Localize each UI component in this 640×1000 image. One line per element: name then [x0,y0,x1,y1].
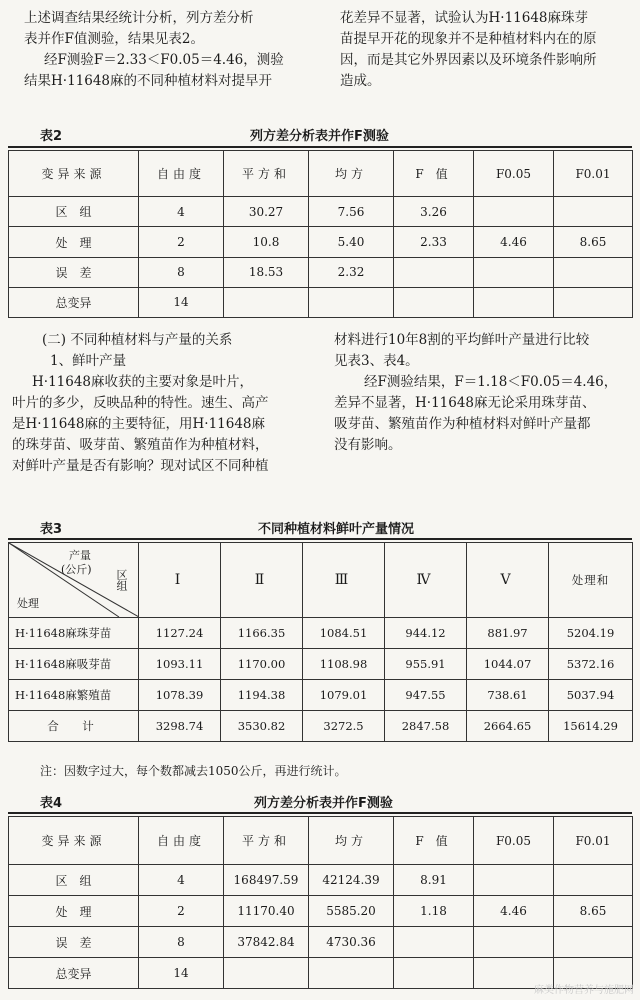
table-cell [309,287,394,317]
table-row [9,649,633,680]
corner-label-yield: 产量 [69,549,91,562]
table-row [9,257,633,287]
table4-header-cell: 均方 [309,817,394,865]
table-cell: 4 [139,197,224,227]
table-cell: 误 差 [9,927,139,958]
table-cell: 总变异 [9,958,139,989]
table-cell: 5585.20 [309,896,394,927]
table3-header-cell: Ⅳ [385,543,467,618]
table-cell: 1166.35 [221,618,303,649]
table-cell: 30.27 [224,197,309,227]
table3-top-rule [8,538,632,540]
table4-header-row [9,817,633,865]
table-cell [554,197,633,227]
table-cell: 3272.5 [303,711,385,742]
table2-header-cell: 均方 [309,151,394,197]
text-line: 表并作F值测验，结果见表2。 [24,31,204,47]
table-cell: 955.91 [385,649,467,680]
table-cell [554,257,633,287]
table-cell: H·11648麻吸芽苗 [9,649,139,680]
table-cell: 8 [139,927,224,958]
table3-note: 注：因数字过大，每个数都减去1050公斤，再进行统计。 [40,764,347,778]
corner-label-block: 区组 [115,569,128,591]
table-cell: 7.56 [309,197,394,227]
diagonal-header-cell [9,543,139,618]
table-cell: H·11648麻繁殖苗 [9,680,139,711]
table2-label: 表2 [40,129,63,144]
table-cell: 1079.01 [303,680,385,711]
table-cell: 2847.58 [385,711,467,742]
table-row [9,865,633,896]
table4-header-cell: F0.01 [554,817,633,865]
table-cell: 1084.51 [303,618,385,649]
text-line: 造成。 [340,73,381,89]
table-cell [394,287,474,317]
table-cell: 4.46 [474,896,554,927]
table-cell: 8 [139,257,224,287]
table-cell: H·11648麻珠芽苗 [9,618,139,649]
table-cell [394,927,474,958]
table3-header-cell: Ⅰ [139,543,221,618]
text-line: 吸芽苗、繁殖苗作为种植材料对鲜叶产量都 [334,416,591,432]
table-cell: 10.8 [224,227,309,257]
table-cell: 947.55 [385,680,467,711]
text-line: 花差异不显著，试验认为H·11648麻珠芽 [340,10,589,26]
table3-title: 不同种植材料鲜叶产量情况 [258,522,415,537]
text-line: 是H·11648麻的主要特征，用H·11648麻 [12,416,266,432]
table4-header-cell: F 值 [394,817,474,865]
table4-header-cell: 自由度 [139,817,224,865]
text-line: 对鲜叶产量是否有影响？现对试区不同种植 [12,458,269,474]
text-line: 上述调查结果经统计分析，列方差分析 [24,10,254,26]
table-cell: 2.32 [309,257,394,287]
table-cell [554,865,633,896]
table3 [8,542,633,742]
table-cell [224,287,309,317]
mid-left-paragraph [12,330,312,477]
table-cell: 18.53 [224,257,309,287]
text-line: 没有影响。 [334,437,402,453]
table2-header-cell: 自由度 [139,151,224,197]
table3-header-cell: Ⅱ [221,543,303,618]
table-cell: 1170.00 [221,649,303,680]
text-line: (二) 不同种植材料与产量的关系 [42,332,233,348]
text-line: 见表3、表4。 [334,353,419,369]
table-cell: 2 [139,227,224,257]
table3-header-cell: Ⅴ [467,543,549,618]
table4-title: 列方差分析表并作F测验 [254,796,393,811]
table-cell: 15614.29 [549,711,633,742]
table-cell: 区 组 [9,865,139,896]
table-cell [474,197,554,227]
table2-header-cell: F 值 [394,151,474,197]
text-line: 的珠芽苗、吸芽苗、繁殖苗作为种植材料， [12,437,269,453]
text-line: 因，而是其它外界因素以及环境条件影响所 [340,52,597,68]
table-cell [474,865,554,896]
table-cell: 处 理 [9,227,139,257]
table4-header-cell: F0.05 [474,817,554,865]
text-line: 材料进行10年8割的平均鲜叶产量进行比较 [334,332,590,348]
table-cell: 3.26 [394,197,474,227]
table2-header-row [9,151,633,197]
table-cell [554,287,633,317]
top-left-paragraph [24,8,314,92]
table3-header-cell: 处理和 [549,543,633,618]
text-line: H·11648麻收获的主要对象是叶片， [32,374,254,390]
table-cell: 11170.40 [224,896,309,927]
table-cell: 1093.11 [139,649,221,680]
table4-label: 表4 [40,796,63,811]
table3-label: 表3 [40,522,63,537]
text-line: 经F测验F＝2.33＜F0.05＝4.46，测验 [44,52,284,68]
table-cell [474,287,554,317]
table-cell: 5204.19 [549,618,633,649]
table3-header-row [9,543,633,618]
table4-header-cell: 变异来源 [9,817,139,865]
table-cell: 1.18 [394,896,474,927]
table-cell [309,958,394,989]
table-row [9,227,633,257]
table-cell: 8.65 [554,227,633,257]
table2 [8,150,633,318]
corner-label-treatment: 处理 [17,597,39,610]
table-cell: 处 理 [9,896,139,927]
table-row [9,711,633,742]
table4-header-cell: 平方和 [224,817,309,865]
table2-header-cell: F0.01 [554,151,633,197]
table2-title: 列方差分析表并作F测验 [250,129,389,144]
table-cell: 14 [139,958,224,989]
table2-header-cell: 变异来源 [9,151,139,197]
table3-header-cell: Ⅲ [303,543,385,618]
text-line: 1、鲜叶产量 [50,353,127,369]
table-cell: 2 [139,896,224,927]
table-cell: 2.33 [394,227,474,257]
table-cell: 1108.98 [303,649,385,680]
table-cell: 区 组 [9,197,139,227]
table-row [9,927,633,958]
text-line: 叶片的多少，反映品种的特性。速生、高产 [12,395,269,411]
table-cell: 合 计 [9,711,139,742]
table-cell: 3298.74 [139,711,221,742]
table-cell: 1044.07 [467,649,549,680]
text-line: 结果H·11648麻的不同种植材料对提早开 [24,73,273,89]
table-cell: 738.61 [467,680,549,711]
table-cell: 5.40 [309,227,394,257]
table-cell [394,257,474,287]
table-row [9,287,633,317]
table4-top-rule [8,812,632,814]
table-cell: 37842.84 [224,927,309,958]
mid-right-paragraph [334,330,634,456]
table-cell: 5372.16 [549,649,633,680]
table-cell: 1078.39 [139,680,221,711]
text-line: 苗提早开花的现象并不是种植材料内在的原 [340,31,597,47]
text-line: 经F测验结果，F＝1.18＜F0.05＝4.46， [364,374,618,390]
table-cell [474,257,554,287]
table-cell: 1194.38 [221,680,303,711]
table-cell: 42124.39 [309,865,394,896]
table-cell: 8.65 [554,896,633,927]
watermark: 麻类作物营养与施肥网 [534,985,634,996]
table-cell: 944.12 [385,618,467,649]
table-row [9,197,633,227]
table-cell: 881.97 [467,618,549,649]
table-cell: 14 [139,287,224,317]
table-cell [554,927,633,958]
corner-label-unit: (公斤) [61,563,92,576]
table-cell: 5037.94 [549,680,633,711]
table-row [9,896,633,927]
table-cell: 2664.65 [467,711,549,742]
table2-header-cell: 平方和 [224,151,309,197]
table-cell [394,958,474,989]
table-cell [224,958,309,989]
table-cell [474,927,554,958]
table-cell: 1127.24 [139,618,221,649]
top-right-paragraph [340,8,630,92]
table-row [9,680,633,711]
table-cell: 168497.59 [224,865,309,896]
table-cell: 总变异 [9,287,139,317]
table-cell: 误 差 [9,257,139,287]
table2-top-rule [8,146,632,148]
table-cell: 3530.82 [221,711,303,742]
table2-header-cell: F0.05 [474,151,554,197]
table-cell: 4 [139,865,224,896]
table-cell: 8.91 [394,865,474,896]
table4 [8,816,633,989]
text-line: 差异不显著，H·11648麻无论采用珠芽苗、 [334,395,596,411]
table-cell: 4730.36 [309,927,394,958]
table-row [9,618,633,649]
table-cell: 4.46 [474,227,554,257]
